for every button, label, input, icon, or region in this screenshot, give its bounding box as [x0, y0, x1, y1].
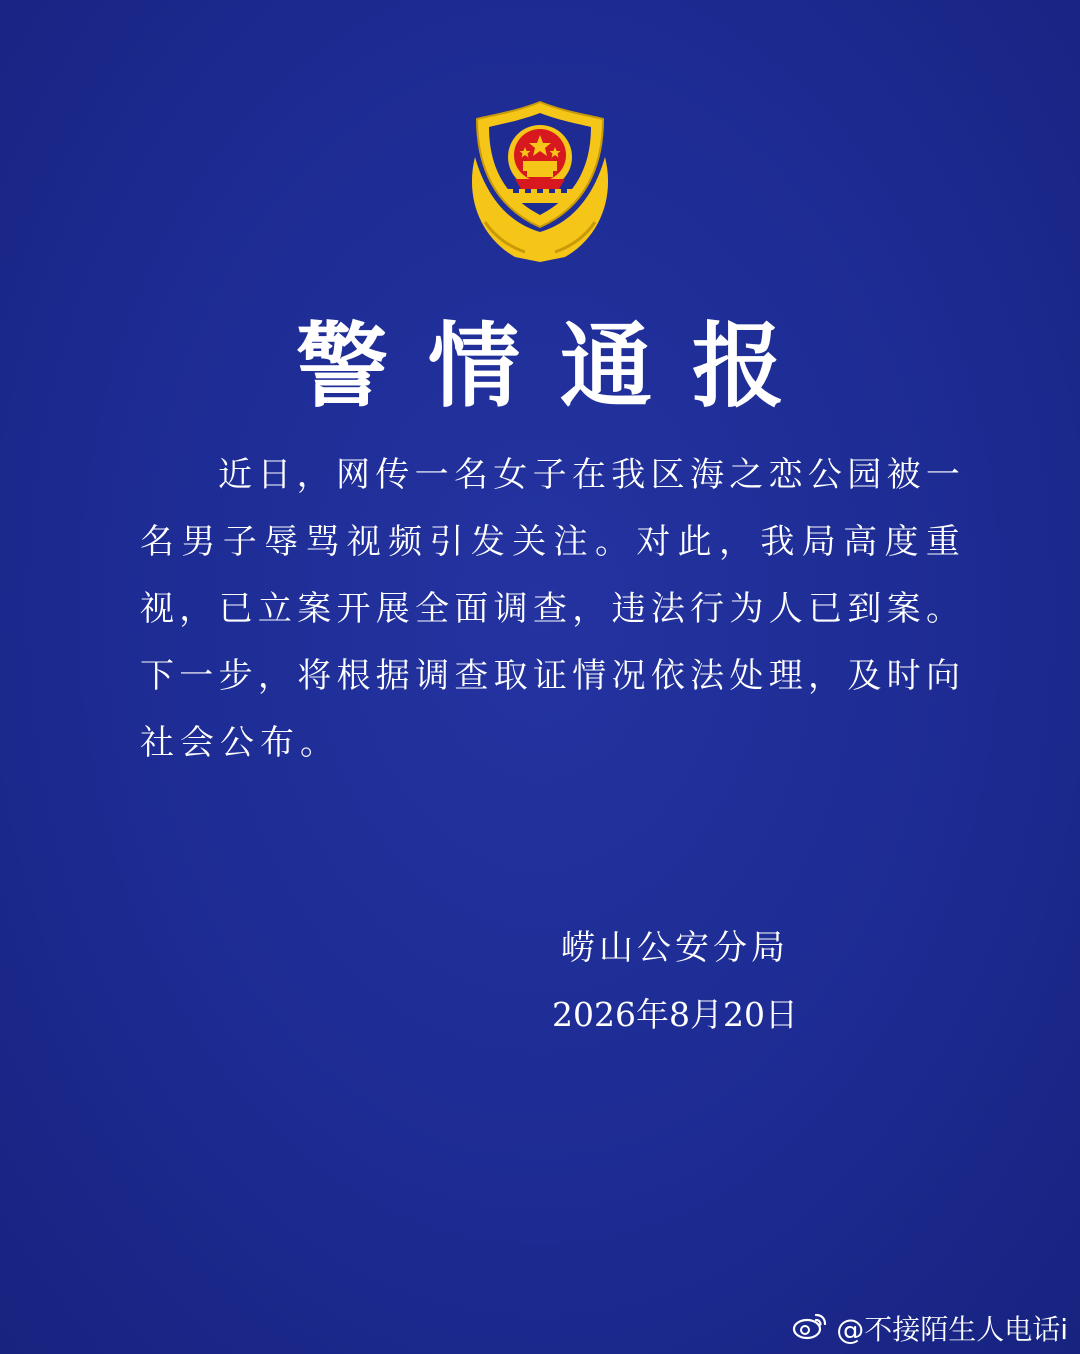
weibo-icon: [792, 1309, 828, 1348]
body-line-1: 近 日 ， 网 传 一 名 女 子 在 我 区 海 之 恋 公 园 被 一: [218, 455, 960, 495]
notice-title: 警情通报: [295, 313, 824, 420]
watermark: [792, 1308, 1068, 1348]
body-line-2: 名 男 子 辱 骂 视 频 引 发 关 注 。 对 此 ， 我 局 高 度 重: [140, 522, 960, 562]
watermark-text: @不接陌生人电话i: [836, 1313, 1068, 1346]
police-emblem-icon: [455, 97, 625, 267]
notice-body: [140, 442, 960, 777]
issue-date: 2026年8月20日: [552, 995, 798, 1034]
body-line-4: 下 一 步 ， 将 根 据 调 查 取 证 情 况 依 法 处 理 ， 及 时 向: [140, 656, 960, 696]
body-line-3: 视 ， 已 立 案 开 展 全 面 调 查 ， 违 法 行 为 人 已 到 案 。: [140, 589, 960, 629]
body-line-5: 社 会 公 布 。: [140, 723, 340, 763]
issuing-authority: 崂山公安分局: [561, 928, 789, 968]
